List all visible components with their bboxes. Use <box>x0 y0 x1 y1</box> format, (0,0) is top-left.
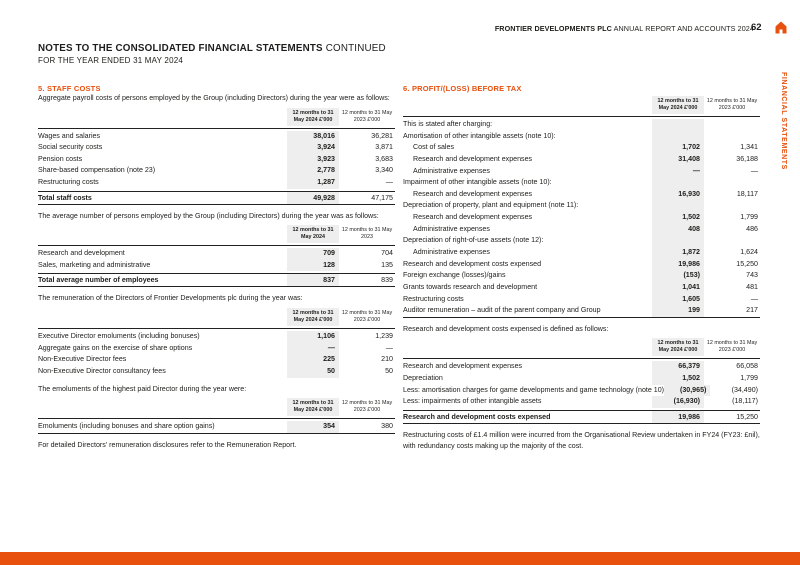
value-2024: 19,986 <box>652 259 704 271</box>
employees-intro: The average number of persons employed by the Group (including Directors) during the year was as follows: <box>38 211 379 220</box>
table-row <box>403 361 760 373</box>
value-2024: — <box>287 343 339 355</box>
table-row <box>38 177 395 189</box>
table-row <box>38 421 395 433</box>
table-row <box>38 165 395 177</box>
value-2024 <box>652 177 704 189</box>
value-2023 <box>704 177 760 189</box>
report-name: ANNUAL REPORT AND ACCOUNTS 2024 <box>613 24 754 33</box>
header-2023: 12 months to 31 May 2023 £'000 <box>341 309 393 323</box>
value-2023: (34,490) <box>731 385 758 394</box>
value-2024: 50 <box>287 366 339 378</box>
row-label: Amortisation of other intangible assets (note 10): <box>403 131 556 140</box>
table-row <box>38 142 395 154</box>
table-header <box>38 395 395 419</box>
row-label: Wages and salaries <box>38 131 101 140</box>
header-2024: 12 months to 31 May 2024 £'000 <box>287 398 339 416</box>
row-label: Foreign exchange (losses)/gains <box>403 271 506 280</box>
value-2023: 3,340 <box>375 166 393 175</box>
value-2023: 704 <box>381 249 393 258</box>
row-label: Depreciation of right-of-use assets (note 12): <box>403 236 544 245</box>
header-2024: 12 months to 31 May 2024 £'000 <box>287 108 339 126</box>
value-2023: 36,281 <box>371 131 393 140</box>
table-row <box>403 200 760 212</box>
value-2024: 1,605 <box>652 294 704 306</box>
header-2024: 12 months to 31 May 2024 £'000 <box>652 338 704 356</box>
value-2024: — <box>652 166 704 178</box>
directors-remuneration-intro: The remuneration of the Directors of Frontier Developments plc during the year was: <box>38 294 303 303</box>
row-label: Restructuring costs <box>38 178 99 187</box>
table-body <box>38 421 395 434</box>
table-row <box>403 373 760 385</box>
table-row <box>403 131 760 143</box>
table-row <box>38 343 395 355</box>
value-2024: 3,924 <box>287 142 339 154</box>
table-row <box>403 154 760 166</box>
table-body <box>38 331 395 378</box>
value-2023: 15,250 <box>736 259 758 268</box>
value-2023: 743 <box>746 271 758 280</box>
value-2024: 66,379 <box>652 361 704 373</box>
table-total-row <box>403 410 760 424</box>
table-total-row <box>38 273 395 287</box>
table-header <box>38 222 395 246</box>
row-label: Sales, marketing and administrative <box>38 260 151 269</box>
row-label: Executive Director emoluments (including bonuses) <box>38 331 200 340</box>
row-label: Administrative expenses <box>413 248 490 257</box>
value-2024 <box>652 131 704 143</box>
side-tab-label: FINANCIAL STATEMENTS <box>780 72 787 170</box>
row-label: Aggregate gains on the exercise of share options <box>38 343 193 352</box>
value-2023: — <box>385 343 393 352</box>
value-2023 <box>704 119 760 131</box>
row-label: Research and development <box>38 249 125 258</box>
value-2023: 380 <box>381 422 393 431</box>
row-label: Non-Executive Director consultancy fees <box>38 366 166 375</box>
table-row <box>403 294 760 306</box>
total-2023: 47,175 <box>371 193 393 202</box>
directors-remuneration-table <box>38 305 395 378</box>
profit-heading: 6. PROFIT/(LOSS) BEFORE TAX <box>403 84 522 93</box>
value-2023: (18,117) <box>732 397 758 406</box>
table-row <box>403 270 760 282</box>
profit-charges-table <box>403 93 760 318</box>
staff-costs-section <box>38 84 395 451</box>
home-icon[interactable] <box>775 21 787 34</box>
company-name: FRONTIER DEVELOPMENTS PLC <box>494 24 612 33</box>
running-header <box>495 24 754 33</box>
value-2023: 217 <box>746 306 758 315</box>
table-row <box>38 331 395 343</box>
footer-accent-bar <box>0 552 800 565</box>
section-side-tab[interactable] <box>772 72 800 222</box>
value-2023: — <box>750 166 758 175</box>
value-2024: 354 <box>287 421 339 433</box>
staff-costs-heading: 5. STAFF COSTS <box>38 84 101 93</box>
row-label: Restructuring costs <box>403 294 464 303</box>
header-2024: 12 months to 31 May 2024 <box>287 225 339 243</box>
table-row <box>403 235 760 247</box>
header-2023: 12 months to 31 May 2023 £'000 <box>706 98 758 111</box>
value-2023: 18,117 <box>736 189 758 198</box>
row-label: Research and development costs expensed <box>403 259 542 268</box>
value-2024: (153) <box>652 270 704 282</box>
table-row <box>38 354 395 366</box>
row-label: Auditor remuneration – audit of the parent company and Group <box>403 306 601 315</box>
employees-table <box>38 222 395 287</box>
header-2023: 12 months to 31 May 2023 £'000 <box>341 109 393 123</box>
value-2024: 1,702 <box>652 142 704 154</box>
page-subtitle: FOR THE YEAR ENDED 31 MAY 2024 <box>38 56 184 65</box>
value-2023: 135 <box>381 260 393 269</box>
table-total-row <box>38 191 395 205</box>
header-2024: 12 months to 31 May 2024 £'000 <box>652 96 704 114</box>
table-header <box>403 335 760 359</box>
value-2024: 1,287 <box>287 177 339 189</box>
row-label: Research and development expenses <box>413 154 533 163</box>
header-2023: 12 months to 31 May 2023 £'000 <box>341 400 393 414</box>
staff-costs-intro: Aggregate payroll costs of persons employed by the Group (including Directors) during the year were as follows: <box>38 94 390 102</box>
total-2023: 15,250 <box>736 412 758 421</box>
value-2023: 50 <box>385 366 393 375</box>
row-label: Share-based compensation (note 23) <box>38 166 156 175</box>
value-2024: 3,923 <box>287 154 339 166</box>
value-2023: 481 <box>746 282 758 291</box>
row-label: Emoluments (including bonuses and share option gains) <box>38 422 215 431</box>
table-row <box>38 366 395 378</box>
row-label: Research and development expenses <box>403 362 523 371</box>
value-2023: — <box>750 294 758 303</box>
row-label: Research and development expenses <box>413 213 533 222</box>
total-2024: 837 <box>287 274 339 286</box>
row-label: Impairment of other intangible assets (note 10): <box>403 178 552 187</box>
table-header <box>403 93 760 117</box>
value-2024: 1,502 <box>652 212 704 224</box>
header-2024: 12 months to 31 May 2024 £'000 <box>287 308 339 326</box>
title-suffix: CONTINUED <box>325 43 386 54</box>
value-2024 <box>652 235 704 247</box>
value-2023: 3,683 <box>375 154 393 163</box>
row-label: Depreciation <box>403 374 443 383</box>
value-2024: (16,930) <box>652 396 704 408</box>
value-2023: — <box>385 178 393 187</box>
row-label: Research and development expenses <box>413 189 533 198</box>
value-2024: 1,041 <box>652 282 704 294</box>
row-label: Administrative expenses <box>413 224 490 233</box>
value-2024: 1,502 <box>652 373 704 385</box>
row-label: Cost of sales <box>413 143 455 152</box>
rnd-costs-table <box>403 335 760 424</box>
table-row <box>403 142 760 154</box>
profit-before-tax-section <box>403 84 760 453</box>
value-2024: 1,872 <box>652 247 704 259</box>
row-label: Administrative expenses <box>413 166 490 175</box>
total-2023: 839 <box>381 276 393 285</box>
table-row <box>403 305 760 317</box>
value-2024: 16,930 <box>652 189 704 201</box>
payroll-costs-table <box>38 105 395 205</box>
row-label: Grants towards research and development <box>403 282 538 291</box>
row-label: Non-Executive Director fees <box>38 355 127 364</box>
value-2023: 1,799 <box>740 374 758 383</box>
value-2023: 1,624 <box>740 248 758 257</box>
value-2024 <box>652 200 704 212</box>
table-row <box>38 131 395 143</box>
value-2023: 1,239 <box>375 331 393 340</box>
value-2024: 31,408 <box>652 154 704 166</box>
value-2023: 1,341 <box>740 143 758 152</box>
value-2023 <box>704 131 760 143</box>
table-row <box>403 212 760 224</box>
total-label: Research and development costs expensed <box>403 412 551 421</box>
header-2023: 12 months to 31 May 2023 £'000 <box>706 340 758 354</box>
rnd-definition-intro: Research and development costs expensed is defined as follows: <box>403 324 609 333</box>
value-2023: 210 <box>381 355 393 364</box>
table-row <box>403 259 760 271</box>
total-2024: 19,986 <box>652 411 704 423</box>
row-label: Less: impairments of other intangible assets <box>403 397 542 406</box>
value-2023: 66,058 <box>736 362 758 371</box>
title-main: NOTES TO THE CONSOLIDATED FINANCIAL STATEMENTS <box>38 43 323 54</box>
value-2024: 2,778 <box>287 165 339 177</box>
table-header <box>38 105 395 129</box>
table-row <box>403 189 760 201</box>
value-2023 <box>704 235 760 247</box>
restructuring-footnote: Restructuring costs of £1.4 million were incurred from the Organisational Review undertaken in FY24 (FY23: £nil), with redundancy costs making up the majority of the cost. <box>403 430 760 451</box>
value-2024: 225 <box>287 354 339 366</box>
highest-paid-intro: The emoluments of the highest paid Director during the year were: <box>38 384 247 393</box>
header-2023: 12 months to 31 May 2023 <box>341 227 393 241</box>
row-label: Social security costs <box>38 143 103 152</box>
table-row <box>403 177 760 189</box>
table-row <box>403 166 760 178</box>
value-2023 <box>704 200 760 212</box>
total-label: Total staff costs <box>38 193 92 202</box>
value-2024: 38,016 <box>287 131 339 143</box>
table-row <box>403 247 760 259</box>
table-body <box>403 119 760 318</box>
table-body <box>38 248 395 271</box>
row-label: Less: amortisation charges for game developments and game technology (note 10) <box>403 385 665 394</box>
total-label: Total average number of employees <box>38 276 159 285</box>
row-label: This is stated after charging: <box>403 120 493 128</box>
value-2024 <box>652 119 704 131</box>
value-2024: 199 <box>652 305 704 317</box>
table-row <box>38 260 395 272</box>
highest-paid-table <box>38 395 395 434</box>
table-row <box>38 248 395 260</box>
value-2024: 709 <box>287 248 339 260</box>
value-2024: (30,965) <box>664 385 710 397</box>
table-body <box>403 361 760 408</box>
table-row <box>403 282 760 294</box>
value-2023: 36,188 <box>736 154 758 163</box>
table-row <box>403 119 760 131</box>
value-2023: 486 <box>746 224 758 233</box>
table-row <box>38 154 395 166</box>
row-label: Pension costs <box>38 154 83 163</box>
value-2024: 408 <box>652 224 704 236</box>
table-body <box>38 131 395 189</box>
remuneration-footnote: For detailed Directors' remuneration disclosures refer to the Remuneration Report. <box>38 440 297 449</box>
value-2023: 3,871 <box>375 143 393 152</box>
row-label: Depreciation of property, plant and equipment (note 11): <box>403 201 579 210</box>
value-2023: 1,799 <box>740 213 758 222</box>
table-row <box>403 224 760 236</box>
table-row <box>403 396 760 408</box>
value-2024: 1,106 <box>287 331 339 343</box>
table-row <box>403 385 760 397</box>
page-number: 62 <box>751 22 762 33</box>
table-header <box>38 305 395 329</box>
page-title <box>38 43 386 54</box>
value-2024: 128 <box>287 260 339 272</box>
total-2024: 49,928 <box>287 192 339 204</box>
